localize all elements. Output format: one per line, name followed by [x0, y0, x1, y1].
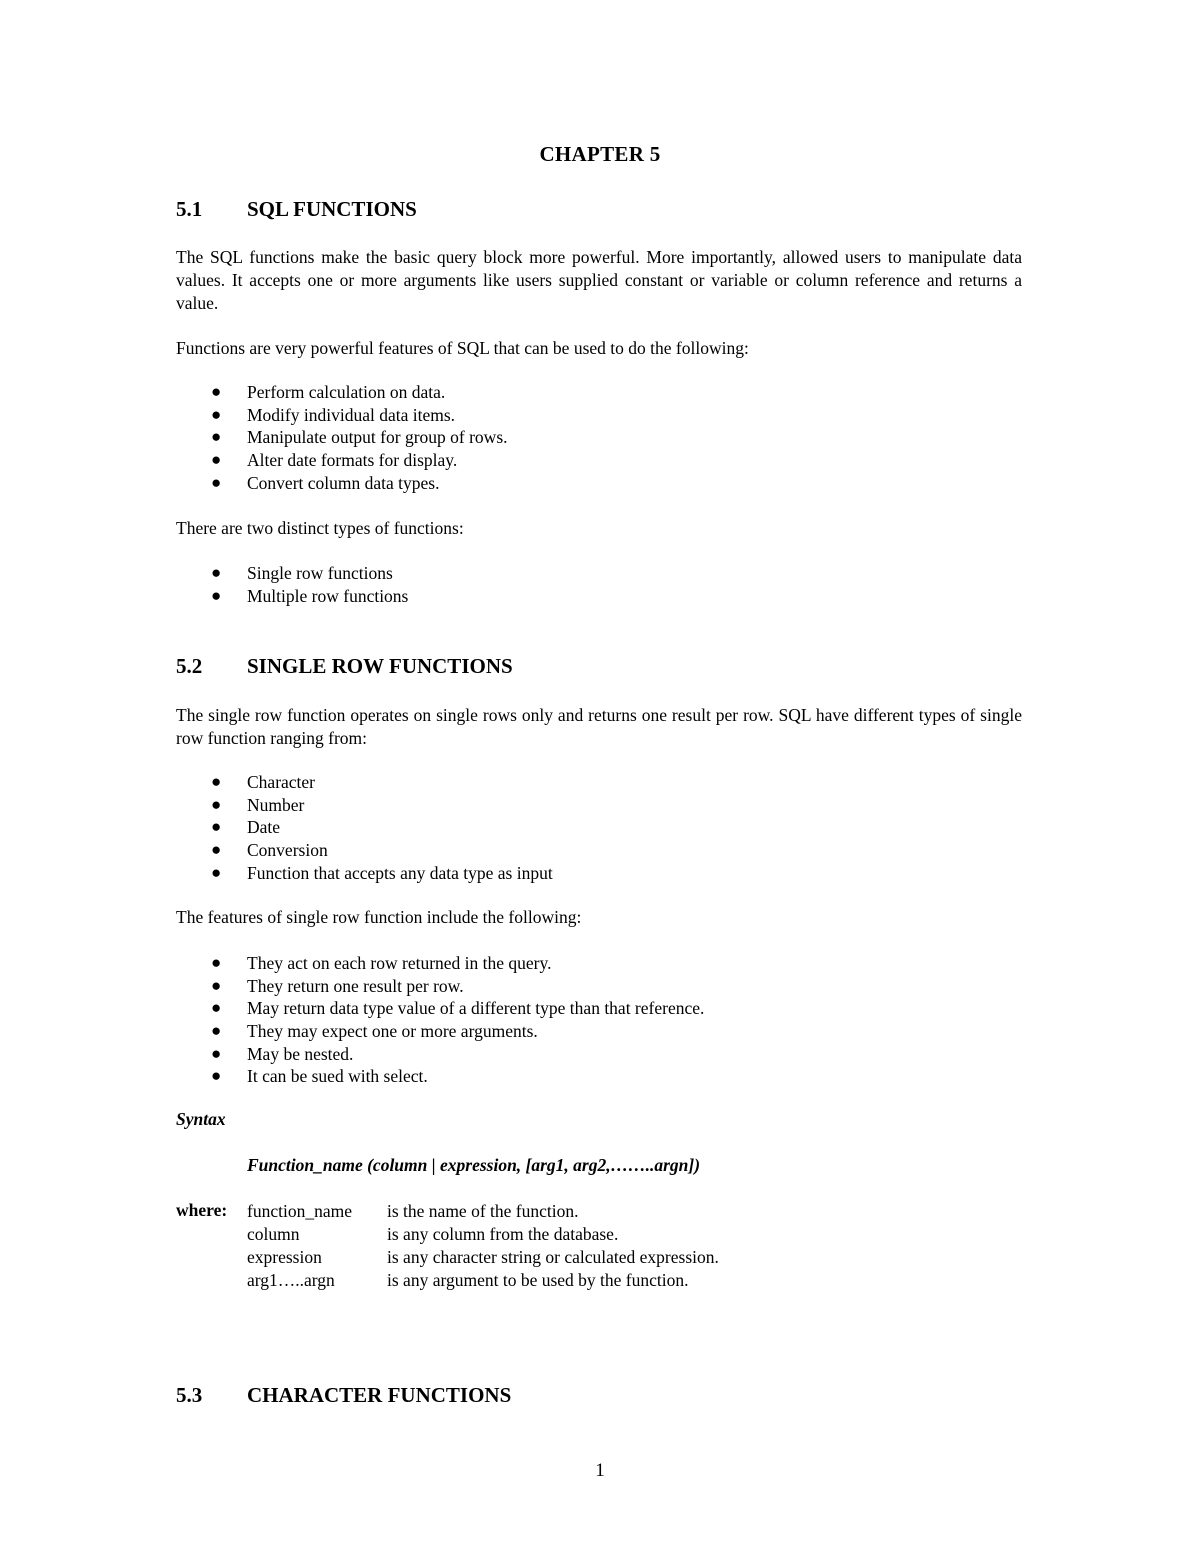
definition-row	[247, 1246, 719, 1269]
where-definitions	[247, 1200, 719, 1292]
section-title: SINGLE ROW FUNCTIONS	[247, 654, 513, 678]
definition-row	[247, 1269, 719, 1292]
bullet-icon: ●	[211, 817, 222, 837]
definition-row	[247, 1200, 719, 1223]
where-label: where:	[176, 1200, 228, 1220]
list-item: ● Manipulate output for group of rows.	[211, 427, 508, 448]
list-item: ● Conversion	[211, 840, 328, 861]
definition-description: is any argument to be used by the function.	[387, 1270, 689, 1290]
list-item: ● Modify individual data items.	[211, 404, 456, 425]
bullet-icon: ●	[211, 975, 222, 995]
section-title: SQL FUNCTIONS	[247, 197, 417, 221]
bullet-icon: ●	[211, 427, 222, 447]
definition-term: arg1…..argn	[247, 1270, 335, 1290]
list-function-uses	[176, 381, 508, 494]
paragraph-single-row-intro: The single row function operates on single rows only and returns one result per row. SQL have different types of single row function ranging from:	[176, 705, 1022, 748]
bullet-icon: ●	[211, 404, 222, 424]
bullet-icon: ●	[211, 450, 222, 470]
bullet-icon: ●	[211, 862, 222, 882]
bullet-icon: ●	[211, 1066, 222, 1086]
section-number: 5.1	[176, 197, 203, 221]
section-heading-5-2	[176, 654, 513, 679]
page-number: 1	[595, 1460, 605, 1481]
bullet-icon: ●	[211, 953, 222, 972]
list-item: ● They may expect one or more arguments.	[211, 1021, 538, 1042]
bullet-icon: ●	[211, 794, 222, 814]
list-item: ● Function that accepts any data type as input	[211, 862, 553, 883]
paragraph-features-intro: The features of single row function include the following:	[176, 907, 582, 927]
bullet-icon: ●	[211, 1043, 222, 1063]
bullet-icon: ●	[211, 472, 222, 492]
list-item: ● May return data type value of a different type than that reference.	[211, 998, 705, 1019]
syntax-label: Syntax	[176, 1109, 226, 1129]
bullet-icon: ●	[211, 563, 222, 582]
list-item: ● Alter date formats for display.	[211, 450, 458, 471]
definition-term: column	[247, 1224, 300, 1244]
list-item: ● Character	[211, 772, 316, 792]
section-heading-5-1	[176, 197, 417, 222]
section-number: 5.2	[176, 654, 203, 678]
bullet-icon: ●	[211, 382, 222, 401]
list-item: ● Multiple row functions	[211, 585, 409, 606]
bullet-icon: ●	[211, 772, 222, 791]
list-item: ● Date	[211, 817, 281, 838]
list-item: ● It can be sued with select.	[211, 1066, 428, 1087]
definition-description: is any character string or calculated expression.	[387, 1247, 719, 1267]
list-item: ● Convert column data types.	[211, 472, 440, 493]
syntax-definition: Function_name (column | expression, [arg1, arg2,……..argn])	[247, 1155, 701, 1175]
list-item: ● Single row functions	[211, 563, 393, 583]
section-title: CHARACTER FUNCTIONS	[247, 1383, 512, 1407]
definition-term: expression	[247, 1247, 322, 1267]
definition-row	[247, 1223, 719, 1246]
definition-term: function_name	[247, 1201, 352, 1221]
definition-description: is any column from the database.	[387, 1224, 619, 1244]
bullet-icon: ●	[211, 840, 222, 860]
paragraph-functions-uses-intro: Functions are very powerful features of SQL that can be used to do the following:	[176, 338, 749, 358]
list-item: ● Perform calculation on data.	[211, 382, 446, 402]
list-function-types	[176, 562, 408, 607]
bullet-icon: ●	[211, 585, 222, 605]
bullet-icon: ●	[211, 1021, 222, 1041]
bullet-icon: ●	[211, 998, 222, 1018]
section-number: 5.3	[176, 1383, 203, 1407]
paragraph-function-types-intro: There are two distinct types of functions:	[176, 518, 464, 538]
list-item: ● They act on each row returned in the query.	[211, 953, 552, 973]
section-heading-5-3	[176, 1383, 511, 1408]
paragraph-sql-functions-intro: The SQL functions make the basic query block more powerful. More importantly, allowed users to manipulate data values. It accepts one or more arguments like users supplied constant or variable or column reference and returns a value.	[176, 247, 1022, 313]
list-item: ● They return one result per row.	[211, 975, 464, 996]
list-item: ● May be nested.	[211, 1043, 354, 1064]
list-single-row-features	[176, 952, 704, 1088]
definition-description: is the name of the function.	[387, 1201, 579, 1221]
list-item: ● Number	[211, 794, 305, 815]
list-single-row-kinds	[176, 771, 553, 884]
chapter-title: CHAPTER 5	[539, 142, 661, 166]
